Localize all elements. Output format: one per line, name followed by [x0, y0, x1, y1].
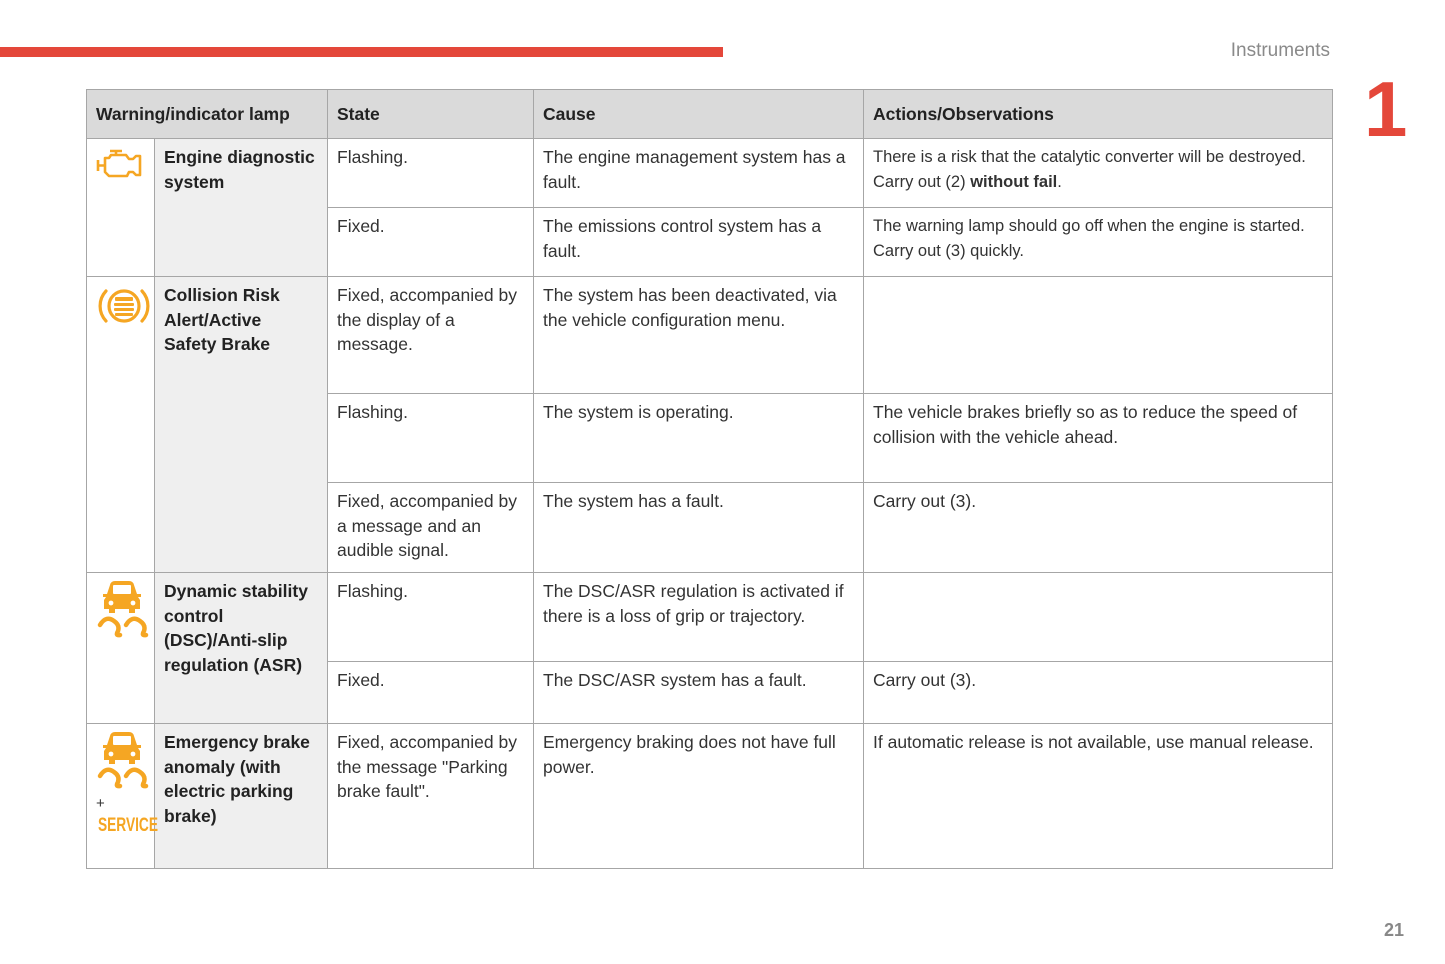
lamp-icon-cell [87, 724, 158, 869]
state-cell: Fixed, accompanied by the message "Parking brake fault". [328, 724, 534, 869]
collision-alert-icon [96, 283, 152, 329]
action-text-end: . [1057, 172, 1062, 191]
table-row [87, 139, 1333, 208]
cause-cell: The emissions control system has a fault. [534, 208, 864, 277]
state-cell: Flashing. [328, 573, 534, 662]
skidding-car-icon [96, 730, 148, 788]
engine-icon [96, 145, 144, 183]
action-cell: The warning lamp should go off when the engine is started. Carry out (3) quickly. [864, 208, 1333, 277]
table-header-row [87, 90, 1333, 139]
cause-cell: The system has a fault. [534, 483, 864, 573]
lamp-icon-cell [87, 277, 155, 573]
service-label: SERVICE [98, 814, 158, 836]
table-row [87, 724, 1333, 869]
column-header-state: State [328, 90, 534, 139]
action-cell: Carry out (3). [864, 483, 1333, 573]
action-cell: If automatic release is not available, use manual release. [864, 724, 1333, 869]
header-accent-bar [0, 47, 723, 57]
table-row [87, 277, 1333, 394]
plus-sign: + [96, 794, 105, 812]
column-header-cause: Cause [534, 90, 864, 139]
state-cell: Flashing. [328, 394, 534, 483]
lamp-name: Collision Risk Alert/Active Safety Brake [155, 277, 328, 573]
cause-cell: The engine management system has a fault. [534, 139, 864, 208]
lamp-name: Dynamic stability control (DSC)/Anti-slip regulation (ASR) [155, 573, 328, 724]
table-row [87, 573, 1333, 662]
state-cell: Fixed. [328, 662, 534, 724]
state-cell: Fixed. [328, 208, 534, 277]
action-cell: Carry out (3). [864, 662, 1333, 724]
lamp-icon-cell [87, 573, 155, 724]
action-text: There is a risk that the catalytic converter will be destroyed. Carry out (2) [873, 148, 1306, 191]
column-header-actions: Actions/Observations [864, 90, 1333, 139]
action-cell [864, 277, 1333, 394]
skidding-car-icon [96, 579, 148, 637]
cause-cell: The system is operating. [534, 394, 864, 483]
action-cell: The vehicle brakes briefly so as to reduce the speed of collision with the vehicle ahead. [864, 394, 1333, 483]
state-cell: Fixed, accompanied by a message and an audible signal. [328, 483, 534, 573]
page-number: 21 [1383, 920, 1404, 940]
warning-lamps-table [86, 89, 1333, 869]
service-icon [96, 813, 160, 835]
lamp-name: Engine diagnostic system [155, 139, 328, 277]
cause-cell: The DSC/ASR regulation is activated if there is a loss of grip or trajectory. [534, 573, 864, 662]
lamp-icon-cell [87, 139, 155, 277]
lamp-name: Emergency brake anomaly (with electric parking brake) [155, 724, 328, 869]
action-cell [864, 573, 1333, 662]
state-cell: Fixed, accompanied by the display of a message. [328, 277, 534, 394]
column-header-lamp: Warning/indicator lamp [87, 90, 328, 139]
chapter-number: 1 [1364, 65, 1408, 153]
cause-cell: The system has been deactivated, via the vehicle configuration menu. [534, 277, 864, 394]
cause-cell: The DSC/ASR system has a fault. [534, 662, 864, 724]
action-cell [864, 139, 1333, 208]
state-cell: Flashing. [328, 139, 534, 208]
section-title: Instruments [1230, 40, 1330, 61]
cause-cell: Emergency braking does not have full power. [534, 724, 864, 869]
action-emphasis: without fail [970, 172, 1058, 191]
